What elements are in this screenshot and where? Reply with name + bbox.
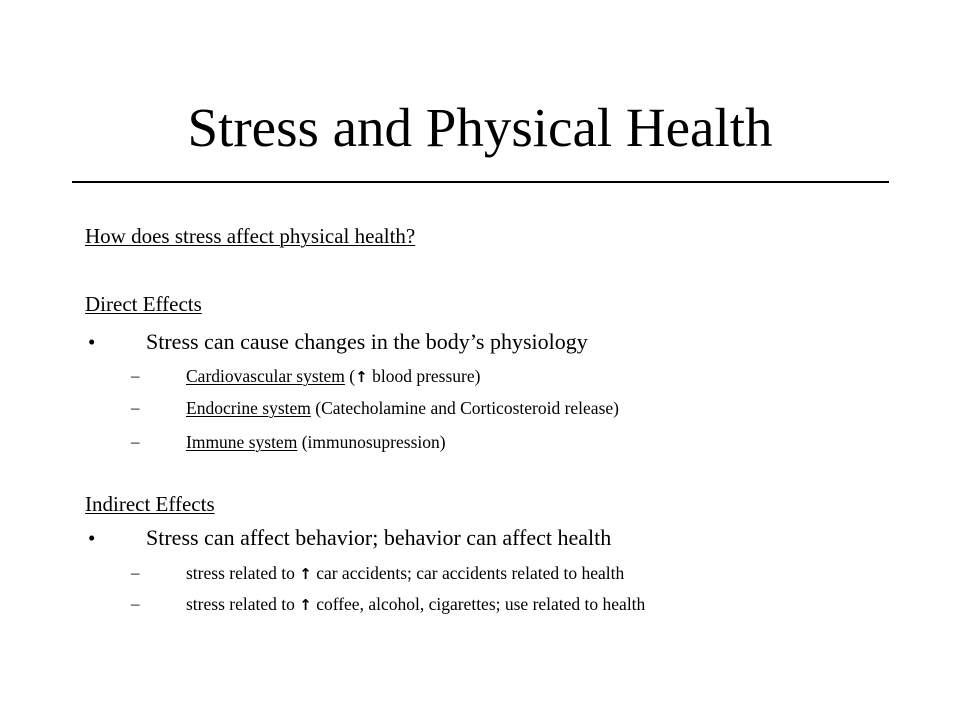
subitem-pre: stress related to [186,563,300,583]
subitem-post: blood pressure) [367,366,481,386]
question-heading: How does stress affect physical health? [85,224,416,248]
up-arrow-icon: ↑ [355,368,368,386]
subitem-substance-use [186,592,645,617]
dash-marker: – [131,398,140,417]
up-arrow-icon: ↑ [299,596,312,614]
subitem-post: coffee, alcohol, cigarettes; use related to health [311,594,646,614]
subitem-pre: (immunosupression) [297,432,446,452]
subitem-immune [186,430,446,454]
bullet-marker: • [88,330,96,354]
subitem-car-accidents [186,561,624,586]
subitem-term: Cardiovascular system [186,366,345,386]
title-divider [72,181,889,183]
dash-marker: – [131,594,140,613]
indirect-effects-heading: Indirect Effects [85,492,215,516]
up-arrow-icon: ↑ [299,565,312,583]
subitem-post: car accidents; car accidents related to health [311,563,625,583]
subitem-term: Immune system [186,432,298,452]
subitem-pre: stress related to [186,594,300,614]
direct-effects-bullet: Stress can cause changes in the body’s physiology [146,329,588,354]
dash-marker: – [131,432,140,451]
direct-effects-heading: Direct Effects [85,292,202,316]
indirect-effects-bullet: Stress can affect behavior; behavior can affect health [146,525,612,550]
slide-title: Stress and Physical Health [187,97,773,158]
bullet-marker: • [88,526,96,550]
subitem-pre: (Catecholamine and Corticosteroid release) [310,398,619,418]
subitem-pre: ( [344,366,356,386]
subitem-term: Endocrine system [186,398,311,418]
subitem-endocrine [186,396,619,420]
subitem-cardiovascular [186,364,480,389]
dash-marker: – [131,366,140,385]
dash-marker: – [131,563,140,582]
